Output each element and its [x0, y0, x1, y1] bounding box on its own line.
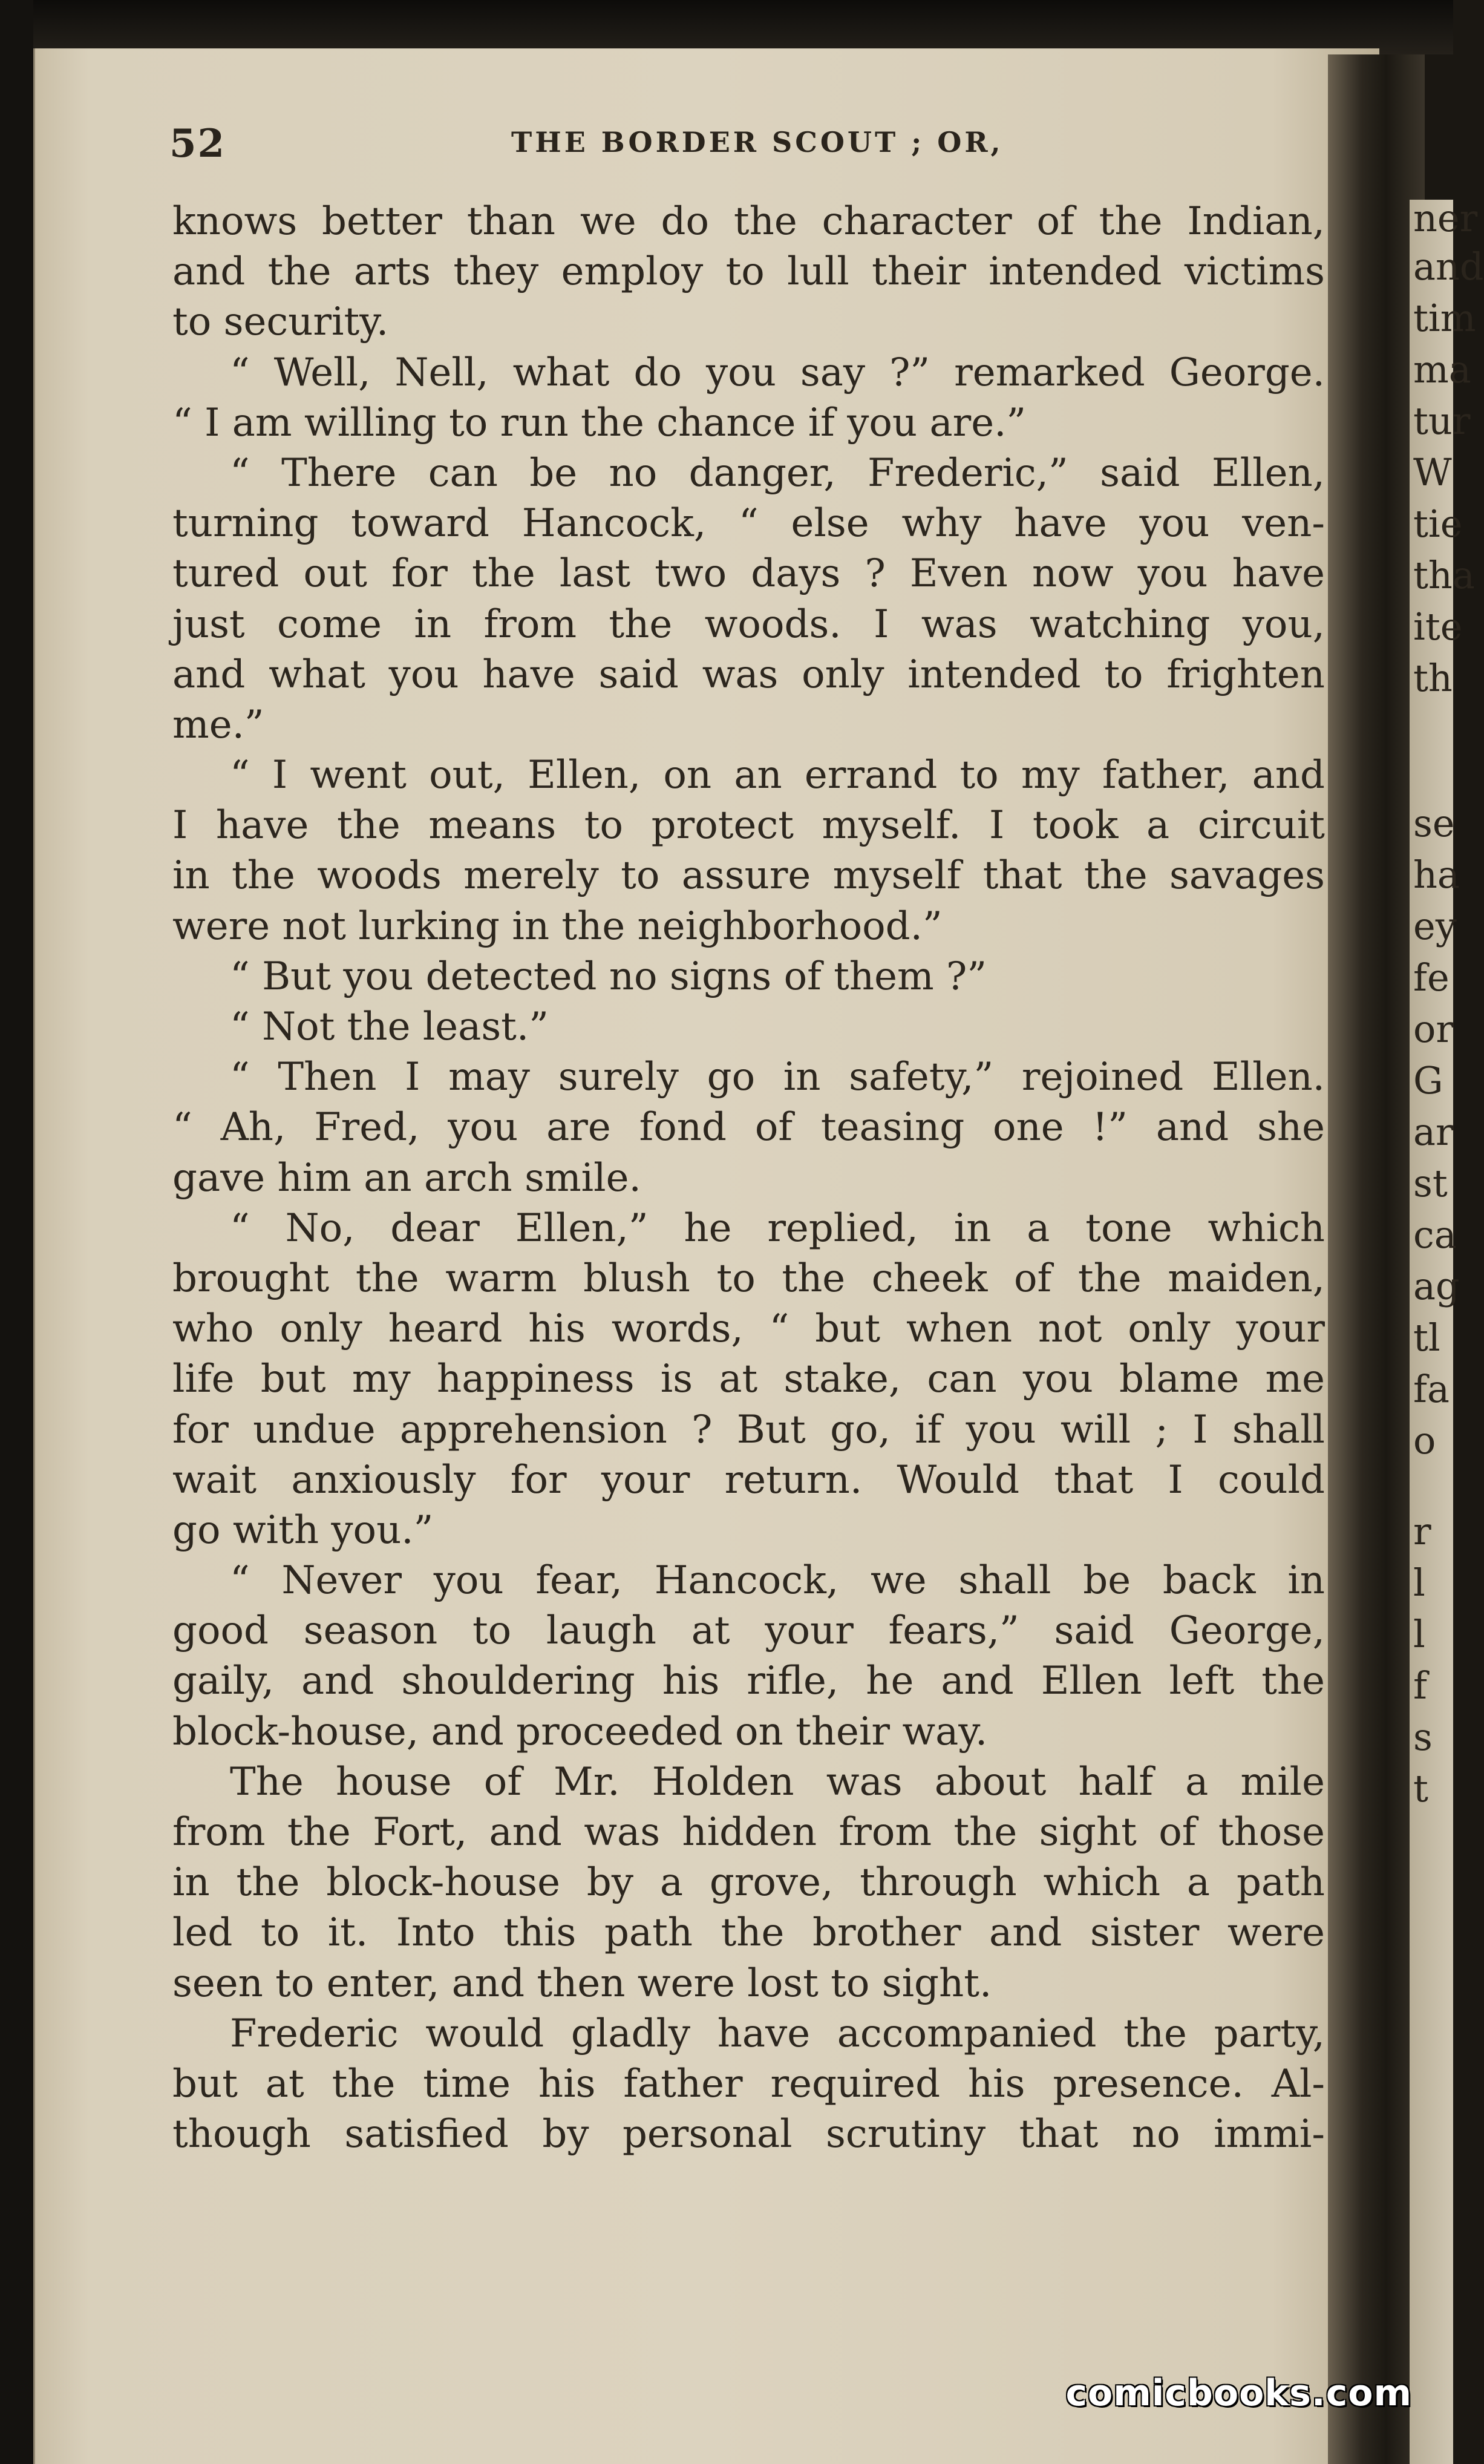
text-line: led to it. Into this path the brother and sister were: [172, 1910, 1325, 1956]
facing-page-fragment: se: [1413, 801, 1455, 845]
text-line: were not lurking in the neighborhood.”: [172, 903, 943, 949]
text-line: “ I am willing to run the chance if you are.”: [172, 400, 1027, 445]
body-text: [172, 197, 1325, 2160]
text-line: “ Well, Nell, what do you say ?” remarked George.: [230, 350, 1325, 395]
text-line: just come in from the woods. I was watching you,: [172, 601, 1325, 647]
text-line: I have the means to protect myself. I took a circuit: [172, 803, 1325, 848]
text-line: but at the time his father required his presence. Al-: [172, 2061, 1325, 2106]
text-line: “ There can be no danger, Frederic,” said Ellen,: [230, 450, 1325, 496]
text-line: knows better than we do the character of the Indian,: [172, 199, 1325, 244]
text-line: seen to enter, and then were lost to sight.: [172, 1961, 992, 2006]
facing-page-fragment: r: [1413, 1509, 1431, 1553]
page-header: [169, 121, 1301, 166]
facing-page-fragment: t: [1413, 1766, 1428, 1810]
text-line: and what you have said was only intended to frighten: [172, 652, 1325, 697]
facing-page-fragment: ag: [1413, 1264, 1460, 1308]
text-line: from the Fort, and was hidden from the sight of those: [172, 1810, 1325, 1855]
facing-page-fragment: fa: [1413, 1367, 1450, 1411]
text-line: gaily, and shouldering his rifle, he and Ellen left the: [172, 1659, 1325, 1704]
text-line: in the woods merely to assure myself that the savages: [172, 853, 1325, 899]
text-line: good season to laugh at your fears,” said George,: [172, 1608, 1325, 1654]
site-watermark: comicbooks.com: [1065, 2372, 1412, 2414]
text-line: The house of Mr. Holden was about half a mile: [230, 1759, 1325, 1804]
text-line: “ But you detected no signs of them ?”: [230, 954, 987, 999]
facing-page-edge: [1410, 196, 1484, 2464]
text-line: and the arts they employ to lull their intended victims: [172, 249, 1325, 295]
facing-page-fragment: ma: [1413, 347, 1471, 392]
text-line: life but my happiness is at stake, can you blame me: [172, 1357, 1325, 1402]
running-head: THE BORDER SCOUT ; OR,: [511, 126, 1004, 159]
facing-page-fragment: ey: [1413, 904, 1457, 948]
facing-page-fragment: ar: [1413, 1110, 1454, 1154]
facing-page-fragment: th: [1413, 656, 1453, 700]
text-line: “ No, dear Ellen,” he replied, in a tone which: [230, 1205, 1325, 1251]
text-line: “ Ah, Fred, you are fond of teasing one !” and she: [172, 1105, 1325, 1150]
facing-page-fragment: tie: [1413, 502, 1463, 546]
text-line: block-house, and proceeded on their way.: [172, 1709, 988, 1754]
facing-page-fragment: G: [1413, 1058, 1443, 1103]
facing-page-fragment: ner: [1413, 196, 1478, 240]
facing-page-fragment: tha: [1413, 553, 1475, 597]
facing-page-fragment: tim: [1413, 296, 1476, 340]
text-line: “ Not the least.”: [230, 1004, 549, 1049]
facing-page-fragment: ha: [1413, 853, 1460, 897]
facing-page-fragment: tl: [1413, 1316, 1440, 1360]
facing-page-fragment: or: [1413, 1007, 1454, 1051]
page-number: 52: [169, 121, 226, 166]
facing-page-fragment: o: [1413, 1418, 1436, 1463]
facing-page-fragment: l: [1413, 1561, 1425, 1605]
text-line: brought the warm blush to the cheek of the maiden,: [172, 1256, 1325, 1301]
facing-page-fragment: ite: [1413, 605, 1463, 649]
text-line: who only heard his words, “ but when not only your: [172, 1306, 1325, 1352]
facing-page-fragment: st: [1413, 1161, 1448, 1205]
facing-page-fragment: tur: [1413, 399, 1471, 443]
facing-page-fragment: and: [1413, 244, 1484, 289]
text-line: wait anxiously for your return. Would that I could: [172, 1457, 1325, 1502]
facing-page-fragment: ca: [1413, 1213, 1457, 1257]
text-line: “ Then I may surely go in safety,” rejoined Ellen.: [230, 1055, 1325, 1100]
facing-page-fragment: f: [1413, 1663, 1427, 1708]
text-line: Frederic would gladly have accompanied the party,: [230, 2011, 1325, 2056]
facing-page-fragment: fe: [1413, 955, 1450, 1000]
text-line: tured out for the last two days ? Even now you have: [172, 551, 1325, 597]
text-line: “ I went out, Ellen, on an errand to my father, and: [230, 753, 1325, 798]
facing-page-fragment: l: [1413, 1612, 1425, 1656]
text-line: go with you.”: [172, 1507, 434, 1553]
text-line: “ Never you fear, Hancock, we shall be back in: [230, 1558, 1325, 1604]
text-line: me.”: [172, 702, 264, 747]
text-line: for undue apprehension ? But go, if you will ; I shall: [172, 1407, 1325, 1452]
text-line: to security.: [172, 300, 389, 345]
facing-page-fragment: s: [1413, 1715, 1433, 1759]
text-line: gave him an arch smile.: [172, 1155, 641, 1201]
scan-background-left: [0, 0, 33, 2464]
text-line: in the block-house by a grove, through which a path: [172, 1860, 1325, 1905]
text-line: though satisfied by personal scrutiny that no immi-: [172, 2112, 1325, 2157]
facing-page-fragment: W: [1413, 450, 1452, 494]
text-line: turning toward Hancock, “ else why have you ven-: [172, 501, 1325, 546]
scan-background-top: [0, 0, 1453, 54]
